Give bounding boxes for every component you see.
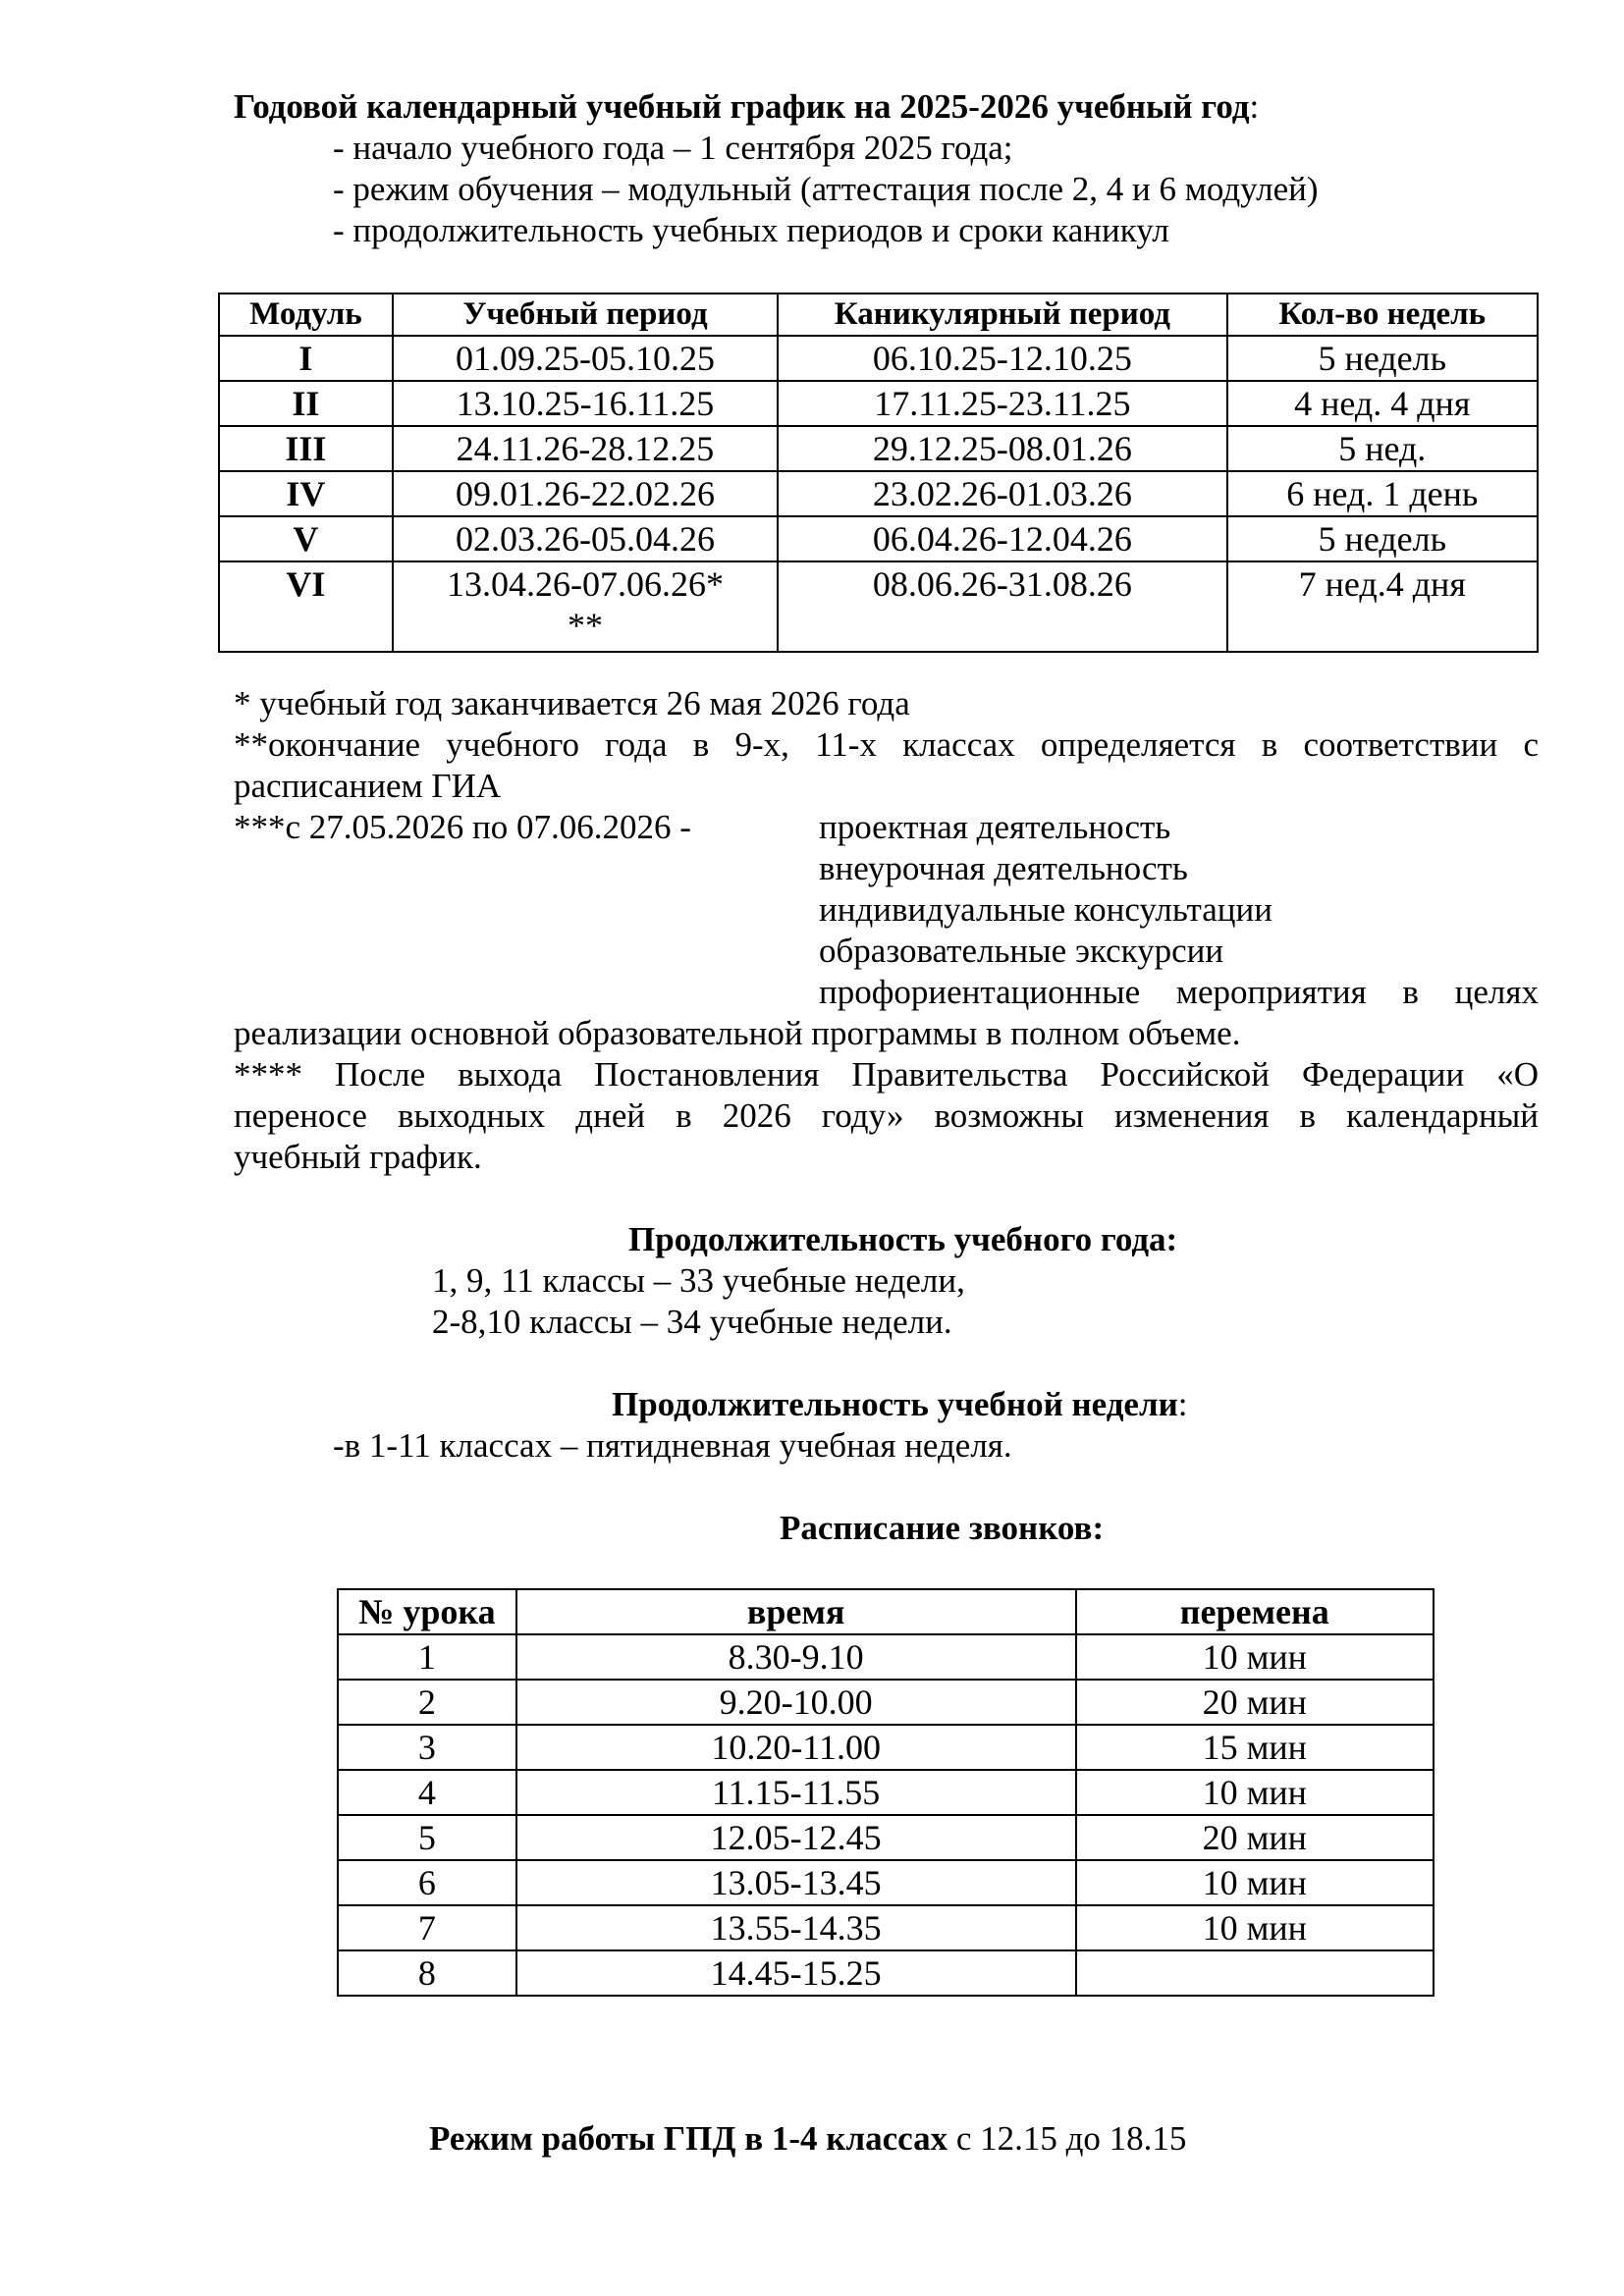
lesson-time-cell: 10.20-11.00 xyxy=(516,1725,1076,1770)
column-header: № урока xyxy=(338,1589,516,1634)
study-period-cell: 01.09.25-05.10.25 xyxy=(393,336,778,381)
column-header: Кол-во недель xyxy=(1227,294,1538,336)
title-tail: : xyxy=(1249,87,1260,126)
lesson-time-cell: 12.05-12.45 xyxy=(516,1815,1076,1860)
table-row xyxy=(219,381,1538,426)
weeks-cell: 7 нед.4 дня xyxy=(1227,561,1538,652)
footnote-4-line1: **** После выхода Постановления Правительства Российской Федерации «О xyxy=(234,1055,1539,1094)
table-row xyxy=(338,1725,1434,1770)
intro-line: - начало учебного года – 1 сентября 2025 года; xyxy=(333,129,1013,167)
weeks-cell: 5 недель xyxy=(1227,336,1538,381)
lesson-number-cell: 7 xyxy=(338,1905,516,1950)
table-header-row xyxy=(219,294,1538,336)
module-cell: II xyxy=(219,381,393,426)
week-duration-heading-tail: : xyxy=(1177,1385,1188,1423)
lesson-time-cell: 8.30-9.10 xyxy=(516,1634,1076,1680)
study-period-cell xyxy=(393,561,778,652)
holiday-period-cell: 06.04.26-12.04.26 xyxy=(778,516,1226,561)
study-period-cell: 24.11.26-28.12.25 xyxy=(393,426,778,471)
lesson-time-cell: 14.45-15.25 xyxy=(516,1950,1076,1996)
column-header: время xyxy=(516,1589,1076,1634)
lesson-number-cell: 6 xyxy=(338,1860,516,1905)
footnote-3-tail: реализации основной образовательной программы в полном объеме. xyxy=(234,1014,1241,1052)
lesson-number-cell: 1 xyxy=(338,1634,516,1680)
lesson-time-cell: 13.55-14.35 xyxy=(516,1905,1076,1950)
study-period-footnote-mark: ** xyxy=(567,606,603,645)
footnote-4-line2: переносе выходных дней в 2026 году» возможны изменения в календарный xyxy=(234,1096,1539,1135)
break-cell: 15 мин xyxy=(1076,1725,1434,1770)
column-header: Каникулярный период xyxy=(778,294,1226,336)
year-duration-line: 2-8,10 классы – 34 учебные недели. xyxy=(432,1303,952,1341)
intro-line: - продолжительность учебных периодов и сроки каникул xyxy=(333,211,1169,249)
bells-heading: Расписание звонков: xyxy=(780,1509,1105,1547)
weeks-cell: 5 нед. xyxy=(1227,426,1538,471)
break-cell: 10 мин xyxy=(1076,1770,1434,1815)
lesson-number-cell: 8 xyxy=(338,1950,516,1996)
module-cell: I xyxy=(219,336,393,381)
study-period-cell: 13.10.25-16.11.25 xyxy=(393,381,778,426)
module-cell: V xyxy=(219,516,393,561)
lesson-number-cell: 5 xyxy=(338,1815,516,1860)
weeks-cell: 4 нед. 4 дня xyxy=(1227,381,1538,426)
lesson-time-cell: 9.20-10.00 xyxy=(516,1680,1076,1725)
break-cell xyxy=(1076,1950,1434,1996)
holiday-period-cell: 23.02.26-01.03.26 xyxy=(778,471,1226,516)
break-cell: 20 мин xyxy=(1076,1815,1434,1860)
footnote-3-item: индивидуальные консультации xyxy=(819,890,1272,929)
break-cell: 10 мин xyxy=(1076,1634,1434,1680)
lesson-time-cell: 11.15-11.55 xyxy=(516,1770,1076,1815)
holiday-period-cell: 17.11.25-23.11.25 xyxy=(778,381,1226,426)
study-period-text: 13.04.26-07.06.26* xyxy=(446,564,724,604)
week-duration-heading-bold: Продолжительность учебной недели xyxy=(612,1385,1178,1423)
table-row xyxy=(338,1770,1434,1815)
table-row xyxy=(338,1634,1434,1680)
table-row xyxy=(219,426,1538,471)
study-period-cell: 09.01.26-22.02.26 xyxy=(393,471,778,516)
break-cell: 20 мин xyxy=(1076,1680,1434,1725)
table-row xyxy=(219,471,1538,516)
gpd-tail: с 12.15 до 18.15 xyxy=(947,2119,1187,2158)
holiday-period-cell: 29.12.25-08.01.26 xyxy=(778,426,1226,471)
column-header: Модуль xyxy=(219,294,393,336)
week-duration-heading xyxy=(612,1384,1188,1425)
page-title xyxy=(234,86,1259,128)
table-row xyxy=(219,561,1538,652)
footnote-2-line2: расписанием ГИА xyxy=(234,767,502,805)
break-cell: 10 мин xyxy=(1076,1860,1434,1905)
modules-table xyxy=(218,293,1539,653)
break-cell: 10 мин xyxy=(1076,1905,1434,1950)
table-row xyxy=(219,516,1538,561)
module-cell: VI xyxy=(219,561,393,652)
gpd-bold: Режим работы ГПД в 1-4 классах xyxy=(429,2119,948,2158)
table-row xyxy=(338,1950,1434,1996)
gpd-line xyxy=(429,2118,1186,2160)
table-header-row xyxy=(338,1589,1434,1634)
table-row xyxy=(338,1860,1434,1905)
holiday-period-cell: 08.06.26-31.08.26 xyxy=(778,561,1226,652)
weeks-cell: 5 недель xyxy=(1227,516,1538,561)
table-row xyxy=(338,1905,1434,1950)
table-row xyxy=(219,336,1538,381)
table-row xyxy=(338,1815,1434,1860)
lesson-number-cell: 4 xyxy=(338,1770,516,1815)
lesson-number-cell: 2 xyxy=(338,1680,516,1725)
title-bold: Годовой календарный учебный график на 2025-2026 учебный год xyxy=(234,87,1250,126)
column-header: Учебный период xyxy=(393,294,778,336)
footnote-2-line1: **окончание учебного года в 9-х, 11-х классах определяется в соответствии с xyxy=(234,725,1539,764)
footnote-3-item: профориентационные мероприятия в целях xyxy=(819,973,1539,1011)
study-period-cell: 02.03.26-05.04.26 xyxy=(393,516,778,561)
footnote-3-item: внеурочная деятельность xyxy=(819,849,1188,887)
table-row xyxy=(338,1680,1434,1725)
module-cell: IV xyxy=(219,471,393,516)
year-duration-line: 1, 9, 11 классы – 33 учебные недели, xyxy=(432,1261,965,1300)
footnote-4-line3: учебный график. xyxy=(234,1138,482,1176)
lesson-time-cell: 13.05-13.45 xyxy=(516,1860,1076,1905)
footnote-3-lead: ***с 27.05.2026 по 07.06.2026 - xyxy=(234,808,691,846)
footnote-3-item: проектная деятельность xyxy=(819,808,1171,846)
year-duration-heading: Продолжительность учебного года: xyxy=(628,1220,1178,1258)
intro-line: - режим обучения – модульный (аттестация после 2, 4 и 6 модулей) xyxy=(333,170,1319,208)
weeks-cell: 6 нед. 1 день xyxy=(1227,471,1538,516)
bells-table xyxy=(337,1588,1435,1997)
footnote-3-item: образовательные экскурсии xyxy=(819,932,1224,970)
week-duration-line: -в 1-11 классах – пятидневная учебная неделя. xyxy=(333,1426,1012,1465)
holiday-period-cell: 06.10.25-12.10.25 xyxy=(778,336,1226,381)
module-cell: III xyxy=(219,426,393,471)
footnote-1: * учебный год заканчивается 26 мая 2026 года xyxy=(234,684,910,722)
column-header: перемена xyxy=(1076,1589,1434,1634)
lesson-number-cell: 3 xyxy=(338,1725,516,1770)
